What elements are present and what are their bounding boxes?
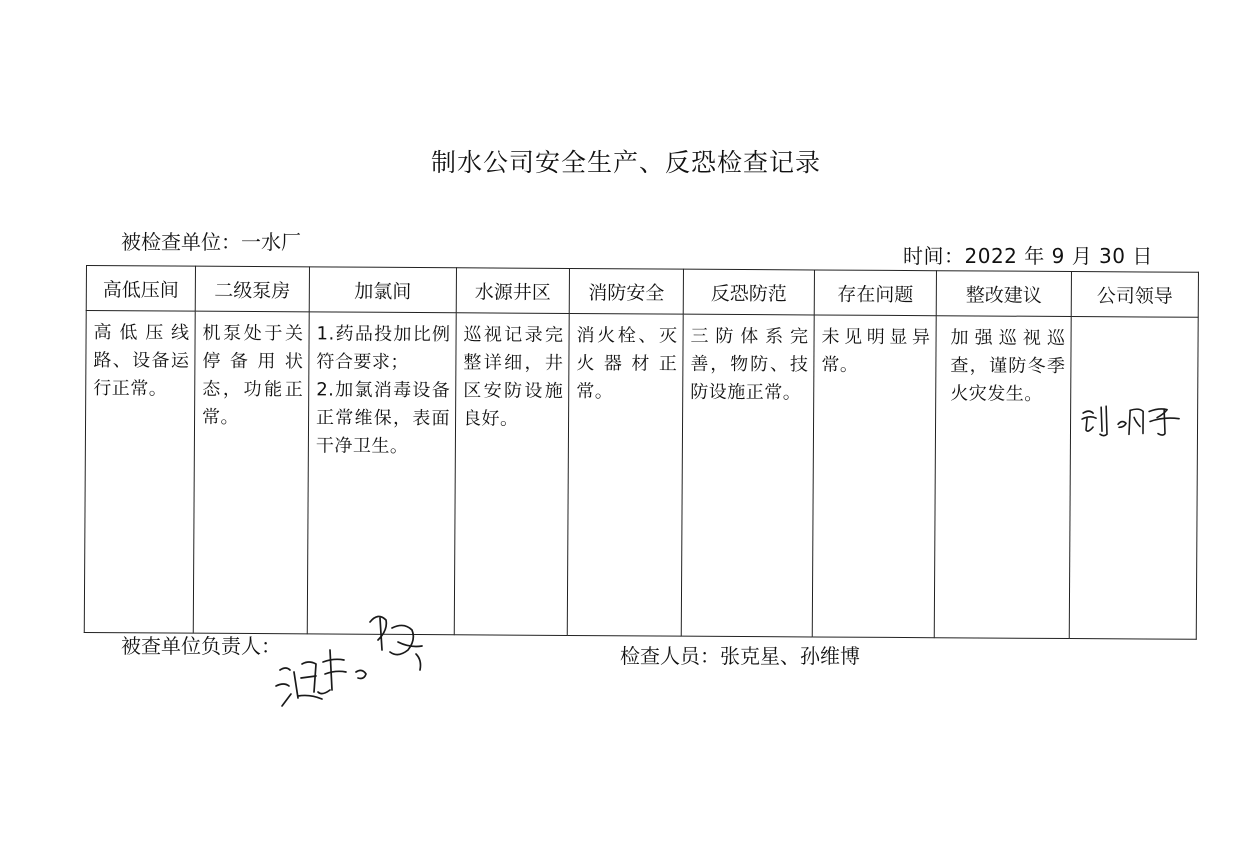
cell-secondary-pump-room (193, 311, 309, 634)
inspection-table (84, 265, 1199, 640)
cell-anti-terrorism (681, 314, 814, 637)
cell-text (1079, 325, 1193, 326)
leader-signature-image (1079, 397, 1191, 444)
document-title: 制水公司安全生产、反恐检查记录 (430, 148, 821, 177)
cell-rectification-suggestions (934, 316, 1071, 639)
header-secondary-pump-room: 二级泵房 (195, 266, 309, 312)
header-anti-terrorism: 反恐防范 (683, 269, 814, 315)
header-company-leader: 公司领导 (1071, 272, 1198, 318)
inspectors: 检查人员：张克星、孙维博 (620, 644, 860, 668)
responsible-person-label: 被查单位负责人： (121, 634, 281, 658)
cell-high-low-voltage-room (84, 311, 195, 634)
header-high-low-voltage-room: 高低压间 (86, 266, 195, 312)
cell-existing-problems (812, 315, 936, 638)
table-header-row (86, 266, 1198, 318)
cell-water-source-well-area (454, 313, 569, 636)
cell-text-item-1: 1.药品投加比例符合要求； (316, 323, 451, 373)
header-rectification-suggestions: 整改建议 (936, 271, 1071, 317)
header-fire-safety: 消防安全 (569, 268, 683, 314)
cell-text: 机泵处于关停备用状态，功能正常。 (202, 322, 304, 428)
cell-chlorination-room (307, 312, 456, 635)
cell-text-item-2: 2.加氯消毒设备正常维保，表面干净卫生。 (315, 379, 451, 457)
table-row (84, 311, 1198, 640)
inspected-unit: 被检查单位：一水厂 (121, 230, 301, 254)
cell-text: 高低压线路、设备运行正常。 (93, 322, 190, 400)
cell-fire-safety (567, 313, 683, 636)
header-chlorination-room: 加氯间 (309, 267, 456, 313)
cell-text: 巡视记录完整详细，井区安防设施良好。 (463, 324, 564, 430)
header-existing-problems: 存在问题 (814, 270, 936, 316)
cell-text: 未见明显异常。 (821, 326, 931, 376)
inspection-date: 时间：2022 年 9 月 30 日 (903, 244, 1153, 268)
cell-text: 加强巡视巡查，谨防冬季火灾发生。 (950, 327, 1066, 405)
cell-text: 三防体系完善，物防、技防设施正常。 (690, 325, 809, 404)
cell-company-leader (1069, 317, 1198, 640)
header-water-source-well-area: 水源井区 (456, 268, 569, 314)
responsible-signature-image (270, 600, 445, 710)
cell-text: 消火栓、灭火器材正常。 (576, 324, 678, 403)
